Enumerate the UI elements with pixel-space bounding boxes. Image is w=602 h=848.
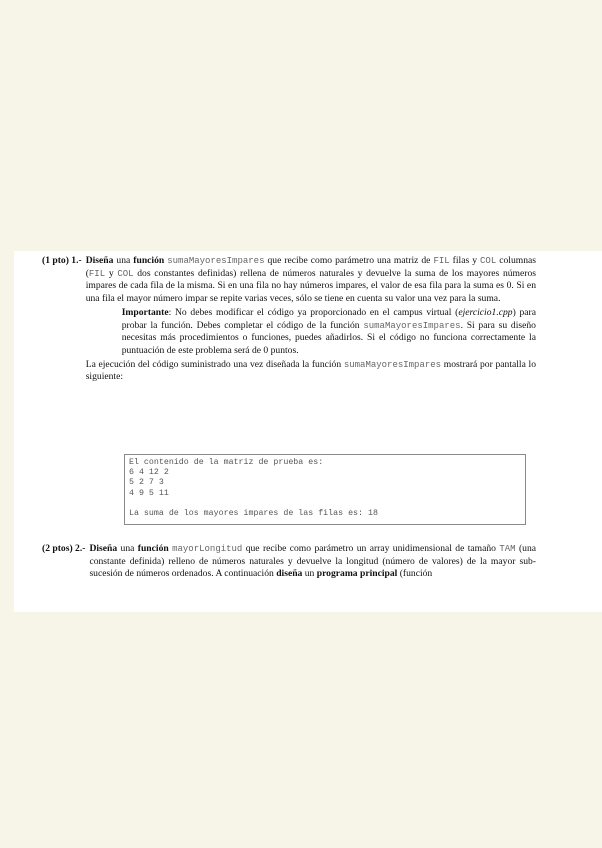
function-name: sumaMayoresImpares [167,256,265,266]
question-1-statement [86,255,536,384]
text: La ejecución del código suministrado una vez diseñada la función [85,358,344,370]
important-note [122,307,536,358]
function-name: mayorLongitud [172,544,243,554]
text: una [117,543,138,554]
console-line: 4 9 5 11 [129,488,169,498]
text: mostrará por pantalla lo siguiente: [85,358,537,383]
function-name: sumaMayoresImpares [343,359,442,370]
constant-name: FIL [88,268,106,279]
important-label: Importante [121,306,169,318]
question-2 [42,543,536,581]
text: que recibe como parámetro una matriz de [264,255,434,266]
console-output [124,454,526,525]
bold-text: Diseña [89,543,118,554]
text: (función [397,568,433,580]
text: (una constante definida) relleno de números naturales y devuelve la longitud (número de valores) de la mayor sub-sucesión de números ordenados. A continuación [89,543,537,580]
text: ) para probar la función. Debes completar el código de la función [121,306,536,331]
constant-name: FIL [433,256,450,266]
text: y [105,267,118,279]
text: dos constantes definidas) rellena de números naturales y devuelve la suma de los mayores números impares de cada fila de la misma. Si en una fila no hay números impares, el valor de esa fila para la suma es 0. Si en una fila el mayor número impar se repite varias veces, sólo se tiene en cuenta su valor una vez para la suma. [85,267,537,305]
console-line: La suma de los mayores impares de las filas es: 18 [129,508,378,518]
file-name: ejercicio1.cpp [458,306,513,318]
text: . Si para su diseño necesitas más procedimientos o funciones, puedes añadirlos. Si el código no funciona correctamente la puntuación de este problema será de 0 puntos. [121,319,536,356]
text: columnas ( [85,255,536,279]
text: una [113,255,134,266]
execution-note [86,359,536,384]
constant-name: COL [480,256,497,266]
text: filas y [449,255,481,266]
bold-text: función [133,255,165,266]
bold-text: función [137,543,169,554]
question-1 [42,255,536,384]
question-2-number: (2 ptos) 2.- [42,543,86,554]
bold-text: programa principal [316,568,398,580]
text: : No debes modificar el código ya proporcionado en el campus virtual ( [168,306,459,318]
console-line: 6 4 12 2 [129,468,169,478]
console-line: 5 2 7 3 [129,478,164,488]
function-name: sumaMayoresImpares [363,320,461,331]
question-1-number: (1 pto) 1.- [42,255,82,266]
text: un [302,568,317,580]
constant-name: COL [117,268,134,279]
constant-name: TAM [499,544,516,554]
text: que recibe como parámetro un array unidimensional de tamaño [242,543,500,554]
console-line: El contenido de la matriz de prueba es: [129,458,324,467]
question-2-statement [89,543,536,581]
bold-text: diseña [276,568,303,580]
document-page [14,251,602,612]
console-blank-line [129,499,521,509]
bold-text: Diseña [85,255,114,266]
